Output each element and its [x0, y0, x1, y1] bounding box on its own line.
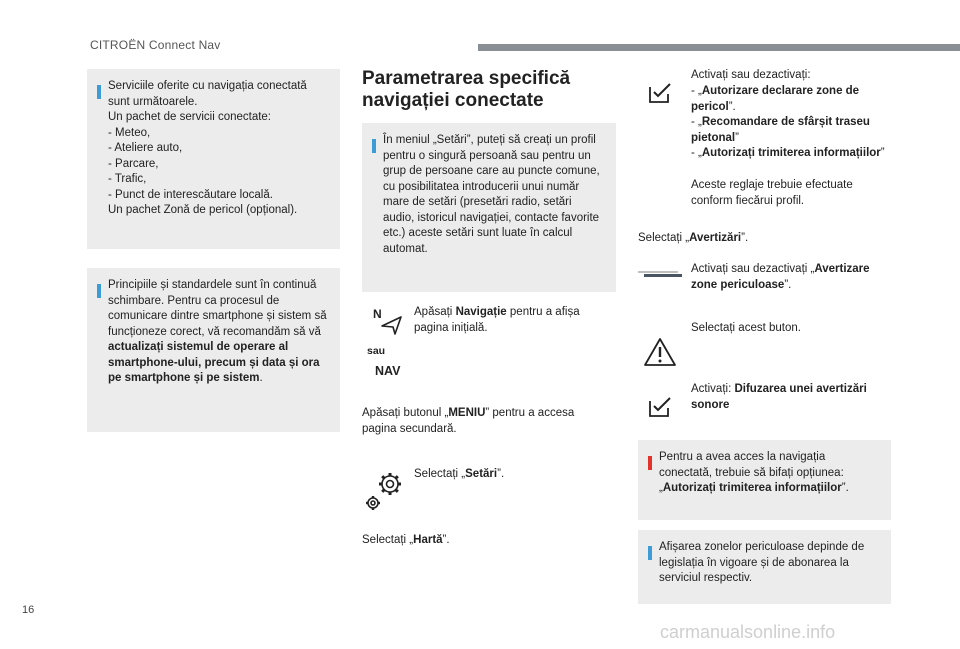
list-item: - Parcare, [108, 157, 159, 170]
services-info-box [87, 69, 340, 249]
nav-icon-letter: N [373, 307, 382, 321]
toggle-post: ”. [784, 278, 792, 291]
option-3-post: ” [880, 147, 885, 159]
services-text [108, 79, 330, 219]
option-2-bold: Recomandare de sfârșit traseu pietonal [691, 116, 870, 144]
info-bar [648, 546, 652, 560]
checkbox-checked-icon[interactable] [648, 396, 672, 418]
services-zone-line: Un pachet Zonă de pericol (opțional). [108, 204, 298, 216]
option-1-bold: Autorizare declarare zone de pericol [691, 85, 860, 113]
warning-text-pre: Pentru a avea acces la navigația conectată, trebuie să bifați opțiunea: „ [659, 451, 844, 494]
legislation-info-box [638, 530, 891, 604]
smartphone-text [108, 278, 330, 387]
select-map-bold: Hartă [413, 534, 443, 546]
menu-button-text [362, 406, 602, 437]
select-alerts-bold: Avertizări [689, 232, 742, 244]
nav-button[interactable]: NAV [375, 364, 401, 378]
toggle-pre: Activați sau dezactivați „ [691, 263, 815, 275]
profile-info-box [362, 123, 616, 292]
select-button-text: Selectați acest buton. [691, 322, 801, 334]
warning-text [659, 450, 881, 497]
info-bar [97, 284, 101, 298]
option-3-bold: Autorizați trimiterea informațiilor [701, 147, 881, 159]
header-title: CITROËN Connect Nav [90, 38, 221, 52]
option-3-pre: - „ [691, 147, 702, 159]
profile-note: Aceste reglaje trebuie efectuate conform fiecărui profil. [691, 179, 853, 207]
select-alerts-post: ”. [741, 232, 749, 244]
services-pack-line: Un pachet de servicii conectate: [108, 111, 272, 123]
info-bar [97, 85, 101, 99]
option-2-pre: - „ [691, 116, 702, 128]
option-send-info [691, 146, 891, 162]
profile-text: În meniul „Setări”, puteți să creați un profil pentru o singură persoană sau pentru un grup de persoane care au puncte comune, cu posibilitatea introducerii unui număr mare de setări (presetări radio, setări audio, istoricul navigației, contacte favorite etc.) aceste setări sunt luate în calcul automat. [383, 134, 600, 255]
option-1-post: ”. [728, 100, 736, 113]
select-map-pre: Selectați „ [362, 534, 414, 546]
legislation-text: Afișarea zonelor periculoase depinde de legislația în vigoare și de abonarea la serviciul respectiv. [659, 541, 865, 584]
list-item: - Ateliere auto, [108, 142, 183, 154]
navigation-arrow-icon[interactable] [380, 314, 404, 336]
sound-bold: Difuzarea unei avertizări sonore [691, 383, 867, 411]
page-number: 16 [22, 604, 35, 616]
warning-text-bold: Autorizați trimiterea informațiilor [662, 482, 842, 494]
list-item: - Trafic, [108, 173, 147, 185]
select-alerts-pre: Selectați „ [638, 232, 690, 244]
press-nav-post: pentru a afișa pagina inițială. [414, 306, 580, 334]
warning-box [638, 440, 891, 520]
activate-title: Activați sau dezactivați: [691, 69, 811, 81]
menu-pre: Apăsați butonul „ [362, 407, 449, 419]
smartphone-text-end: . [259, 372, 263, 384]
sau-label: sau [367, 345, 386, 357]
option-2-post: ” [735, 131, 739, 144]
activate-options-text [691, 68, 891, 84]
select-settings-post: ”. [497, 468, 505, 480]
checkbox-checked-icon[interactable] [648, 82, 672, 104]
info-bar [372, 139, 376, 153]
select-map-post: ”. [442, 534, 450, 546]
select-settings-text [414, 467, 504, 483]
watermark: carmanualsonline.info [660, 622, 836, 642]
toggle-danger-zones-text [691, 262, 891, 293]
smartphone-text-bold: actualizați sistemul de operare al smartphone-ului, precum și data și ora pe smartphone și pe sistem [108, 341, 320, 384]
warning-triangle-icon[interactable] [643, 337, 677, 367]
option-pedestrian-route [691, 115, 891, 146]
section-heading [362, 68, 570, 112]
press-nav-pre: Apăsați [414, 306, 456, 318]
sound-pre: Activați: [691, 383, 735, 395]
header-bar [478, 44, 960, 51]
smartphone-text-body: Principiile și standardele sunt în continuă schimbare. Pentru ca procesul de comunicare dintre smartphone și sistem să funcționeze corect, vă recomandăm să vă [108, 279, 327, 338]
option-1-pre: - „ [691, 85, 702, 97]
list-item: - Punct de interescăutare locală. [108, 188, 273, 201]
settings-gear-icon[interactable] [364, 470, 406, 512]
section-heading-line2: navigației conectate [362, 90, 544, 111]
select-map-text [362, 533, 450, 549]
toggle-bold: Avertizare zone periculoase [691, 263, 870, 291]
list-item: - Meteo, [108, 126, 151, 139]
option-danger-zones [691, 84, 891, 115]
services-intro: Serviciile oferite cu navigația conectată sunt următoarele. [108, 80, 307, 108]
warning-text-post: ”. [841, 482, 849, 494]
smartphone-info-box [87, 268, 340, 432]
section-heading-line1: Parametrarea specifică [362, 68, 571, 89]
warning-bar [648, 456, 652, 470]
select-alerts-text [638, 231, 748, 247]
select-settings-pre: Selectați „ [414, 468, 466, 480]
select-settings-bold: Setări [465, 468, 498, 480]
press-navigation-text [414, 305, 614, 336]
menu-post: ” pentru a accesa pagina secundară. [362, 407, 575, 435]
toggle-switch-icon[interactable] [638, 269, 682, 279]
press-nav-bold: Navigație [455, 306, 507, 318]
menu-bold: MENIU [448, 407, 486, 419]
sound-alert-text [691, 382, 891, 413]
